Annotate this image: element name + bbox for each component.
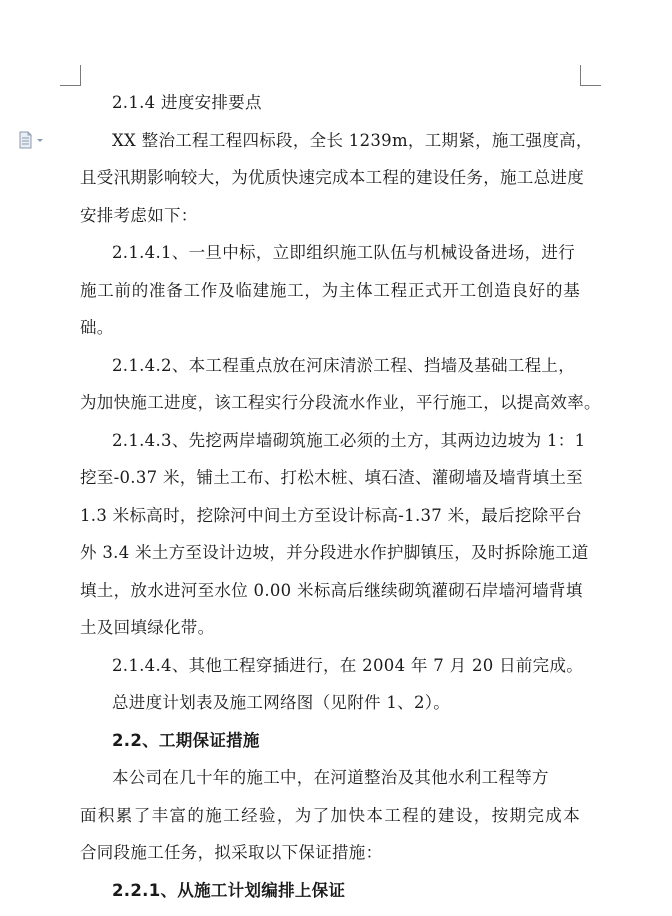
paragraph-line: 填土，放水进河至水位 0.00 米标高后继续砌筑灌砌石岸墙河墙背填 xyxy=(80,581,583,600)
paragraph-line: 土及回填绿化带。 xyxy=(80,618,215,637)
document-icon[interactable] xyxy=(18,131,46,149)
section-heading: 2.1.4 进度安排要点 xyxy=(112,93,262,112)
paragraph-line: 外 3.4 米土方至设计边坡，并分段进水作护脚镇压，及时拆除施工道 xyxy=(80,543,589,562)
paragraph-line: 1.3 米标高时，挖除河中间土方至设计标高-1.37 米，最后挖除平台 xyxy=(80,506,583,525)
paragraph-line: 施工前的准备工作及临建施工，为主体工程正式开工创造良好的基 xyxy=(80,281,580,300)
paragraph-line: 总进度计划表及施工网络图（见附件 1、2）。 xyxy=(112,693,451,712)
paragraph-line: 2.1.4.1、一旦中标，立即组织施工队伍与机械设备进场，进行 xyxy=(112,243,576,262)
paragraph-line: 2.1.4.2、本工程重点放在河床清淤工程、挡墙及基础工程上， xyxy=(112,356,576,375)
subsection-heading: 2.2.1、从施工计划编排上保证 xyxy=(112,881,346,900)
section-heading: 2.2、工期保证措施 xyxy=(112,731,260,750)
crop-mark-top-left xyxy=(60,65,81,86)
paragraph-line: 础。 xyxy=(80,318,114,337)
paragraph-line: 挖至-0.37 米，铺土工布、打松木桩、填石渣、灌砌墙及墙背填土至 xyxy=(80,468,583,487)
paragraph-line: 本公司在几十年的施工中，在河道整治及其他水利工程等方 xyxy=(112,768,549,787)
paragraph-line: 合同段施工任务，拟采取以下保证措施： xyxy=(80,843,383,862)
paragraph-line: 安排考虑如下： xyxy=(80,206,198,225)
paragraph-line: 2.1.4.3、先挖两岸墙砌筑施工必须的土方，其两边边坡为 1：1 xyxy=(112,431,586,450)
paragraph-line: 且受汛期影响较大，为优质快速完成本工程的建设任务，施工总进度 xyxy=(80,168,584,187)
paragraph-line: XX 整治工程工程四标段，全长 1239m，工期紧，施工强度高， xyxy=(112,131,593,150)
paragraph-line: 面积累了丰富的施工经验，为了加快本工程的建设，按期完成本 xyxy=(80,806,580,825)
paragraph-line: 2.1.4.4、其他工程穿插进行，在 2004 年 7 月 20 日前完成。 xyxy=(112,656,584,675)
crop-mark-top-right xyxy=(580,65,601,86)
paragraph-line: 为加快施工进度，该工程实行分段流水作业，平行施工，以提高效率。 xyxy=(80,393,601,412)
